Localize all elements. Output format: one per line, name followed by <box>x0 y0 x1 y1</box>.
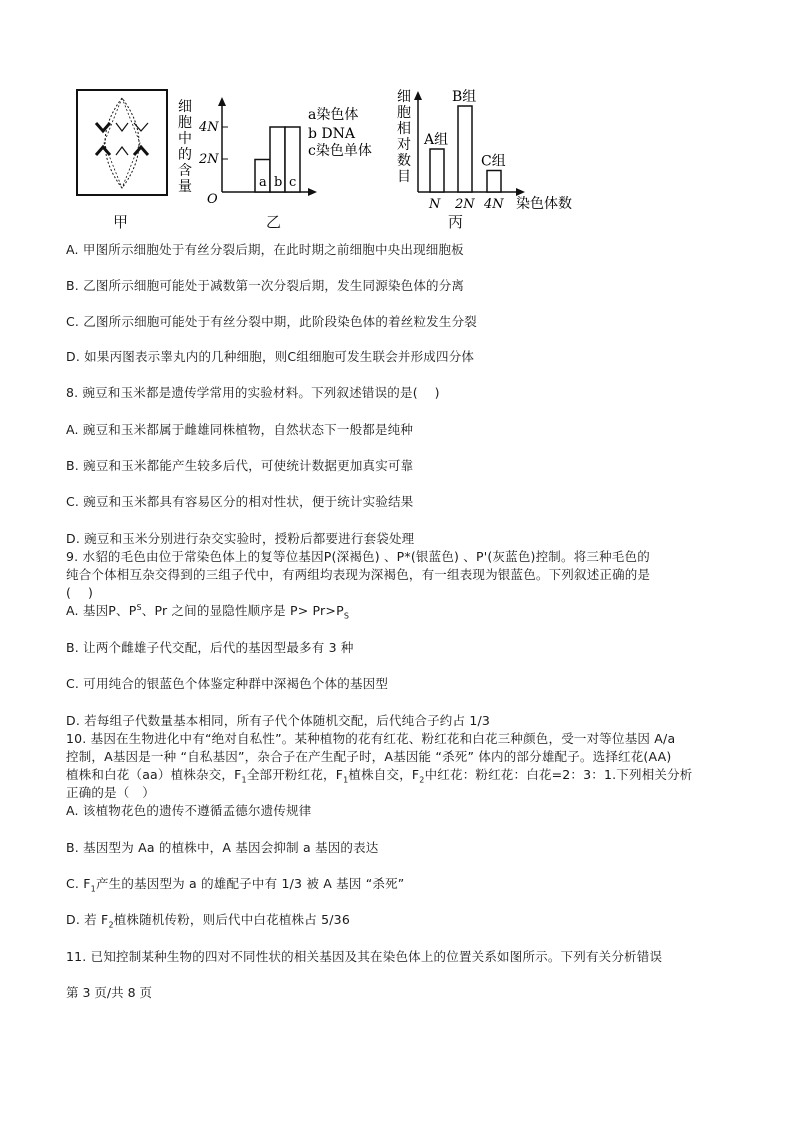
q10-option-d <box>66 910 350 930</box>
figure-yi-chart <box>178 97 372 231</box>
q10-option-c-sub: 1 <box>90 884 96 894</box>
q10-stem-line3-part3: 植株自交，F <box>348 767 420 782</box>
q10-option-a: A. 该植物花色的遗传不遵循孟德尔遗传规律 <box>66 803 312 818</box>
figure-bing-bars <box>423 89 506 212</box>
figure-bing-caption: 丙 <box>448 213 464 231</box>
q9-option-a-sup: S <box>136 602 142 612</box>
figure-yi-legend-b: b DNA <box>308 126 355 142</box>
q9-option-b: B. 让两个雌雄子代交配，后代的基因型最多有 3 种 <box>66 640 354 655</box>
q10-option-b: B. 基因型为 Aa 的植株中，A 基因会抑制 a 基因的表达 <box>66 840 379 855</box>
q8-stem: 8. 豌豆和玉米都是遗传学常用的实验材料。下列叙述错误的是( ) <box>66 385 440 400</box>
figure-yi-ylabel-char: 胞 <box>178 115 192 131</box>
figure-yi-bar-label: b <box>274 175 283 190</box>
page-footer: 第 3 页/共 8 页 <box>66 985 153 1000</box>
figure-bing-group-label: C组 <box>481 153 506 170</box>
q10-stem-line3 <box>66 765 693 785</box>
figure-yi-legend-a: a染色体 <box>308 107 359 123</box>
q7-option-c: C. 乙图所示细胞可能处于有丝分裂中期，此阶段染色体的着丝粒发生分裂 <box>66 314 477 329</box>
figure-yi-ylabel-char: 含 <box>178 163 192 179</box>
figure-bing-bar <box>458 106 472 192</box>
q10-sub-f1b: 1 <box>343 775 349 785</box>
figure-yi-legend-c: c染色单体 <box>308 143 372 159</box>
figure-row <box>0 0 793 240</box>
figure-yi-ylabel-char: 细 <box>178 99 192 115</box>
q10-stem-line3-part2: 全部开粉红花，F <box>246 767 344 782</box>
figure-bing-chart <box>397 89 572 231</box>
q7-option-b: B. 乙图所示细胞可能处于减数第一次分裂后期，发生同源染色体的分离 <box>66 278 465 293</box>
figure-yi-ylabel-char: 量 <box>178 179 192 195</box>
figure-bing-ylabel-char: 数 <box>397 153 411 169</box>
figure-bing-ylabel <box>397 89 411 185</box>
figure-bing-bar <box>430 149 444 192</box>
figure-bing-category: N <box>429 197 441 212</box>
figure-jia-cell <box>77 90 167 231</box>
figure-yi-bar-label: c <box>289 175 297 190</box>
figure-yi-bar-label: a <box>259 175 267 190</box>
figure-bing-category: 4N <box>484 197 504 212</box>
figure-yi-tick-2n: 2N <box>199 152 219 167</box>
figure-bing-ylabel-char: 胞 <box>397 105 411 121</box>
figure-bing-category: 2N <box>455 197 475 212</box>
q7-option-d: D. 如果丙图表示睾丸内的几种细胞，则C组细胞可发生联会并形成四分体 <box>66 349 475 364</box>
figure-bing-bar <box>487 171 501 193</box>
figure-yi-tick-4n: 4N <box>199 120 219 135</box>
q10-option-d-part2: 植株随机传粉，则后代中白花植株占 5/36 <box>113 912 350 927</box>
figure-bing-xlabel: 染色体数 <box>516 196 572 212</box>
q10-option-c <box>66 874 404 894</box>
q10-stem-line3-part1: 植株和白花（aa）植株杂交，F <box>66 767 242 782</box>
figure-yi-bars <box>255 127 300 192</box>
q10-sub-f1a: 1 <box>241 775 247 785</box>
q9-stem-line3: ( ) <box>66 585 94 600</box>
q10-stem-line3-part4: 中红花：粉红花：白花=2：3：1.下列相关分析 <box>424 767 693 782</box>
figure-jia-caption: 甲 <box>113 213 129 231</box>
q9-stem-line2: 纯合个体相互杂交得到的三组子代中，有两组均表现为深褐色，有一组表现为银蓝色。下列叙述正确的是 <box>66 567 651 582</box>
q10-sub-f2: 2 <box>419 775 425 785</box>
figure-bing-group-label: B组 <box>452 89 477 105</box>
q8-option-d: D. 豌豆和玉米分别进行杂交实验时，授粉后都要进行套袋处理 <box>66 531 415 546</box>
q10-option-c-part1: C. F <box>66 876 91 891</box>
q10-option-c-part2: 产生的基因型为 a 的雄配子中有 1/3 被 A 基因 “杀死” <box>95 876 405 891</box>
q10-stem-line4: 正确的是（ ） <box>66 785 155 800</box>
q10-stem-line1: 10. 基因在生物进化中有“绝对自私性”。某种植物的花有红花、粉红花和白花三种颜色，受一对等位基因 A/a <box>66 731 676 746</box>
figure-yi-ylabel <box>178 99 192 195</box>
q9-option-c: C. 可用纯合的银蓝色个体鉴定种群中深褐色个体的基因型 <box>66 676 389 691</box>
q10-stem-line2: 控制，A基因是一种 “自私基因”，杂合子在产生配子时，A基因能 “杀死” 体内的部分雄配子。选择红花(AA) <box>66 749 672 764</box>
q8-option-b: B. 豌豆和玉米都能产生较多后代，可使统计数据更加真实可靠 <box>66 458 414 473</box>
figure-bing-ylabel-char: 相 <box>397 121 411 137</box>
figure-yi-ylabel-char: 中 <box>178 131 192 147</box>
q7-option-a: A. 甲图所示细胞处于有丝分裂后期，在此时期之前细胞中央出现细胞板 <box>66 242 464 257</box>
q10-option-d-part1: D. 若 F <box>66 912 109 927</box>
figure-yi-ylabel-char: 的 <box>178 147 192 163</box>
figure-yi-origin: O <box>207 192 218 207</box>
q11-stem: 11. 已知控制某种生物的四对不同性状的相关基因及其在染色体上的位置关系如图所示。下列有关分析错误 <box>66 949 663 964</box>
q9-stem-line1: 9. 水貂的毛色由位于常染色体上的复等位基因P(深褐色) 、P*(银蓝色) 、P'(灰蓝色)控制。将三种毛色的 <box>66 549 650 564</box>
q8-option-a: A. 豌豆和玉米都属于雌雄同株植物，自然状态下一般都是纯种 <box>66 422 414 437</box>
figure-bing-group-label: A组 <box>424 132 449 148</box>
q9-option-a-part1: A. 基因P、P <box>66 603 137 618</box>
figure-bing-ylabel-char: 对 <box>397 137 411 153</box>
figure-bing-ylabel-char: 细 <box>397 89 411 105</box>
q9-option-d: D. 若每组子代数量基本相同，所有子代个体随机交配，后代纯合子约占 1/3 <box>66 713 491 728</box>
figure-bing-ylabel-char: 目 <box>397 169 411 185</box>
q9-option-a-part2: 、Pr 之间的显隐性顺序是 P> Pr>P <box>141 603 344 618</box>
q10-option-d-sub: 2 <box>108 920 114 930</box>
q9-option-a-sub: S <box>343 611 350 621</box>
figure-yi-caption: 乙 <box>266 213 282 231</box>
q9-option-a <box>66 601 349 621</box>
q8-option-c: C. 豌豆和玉米都具有容易区分的相对性状，便于统计实验结果 <box>66 494 414 509</box>
